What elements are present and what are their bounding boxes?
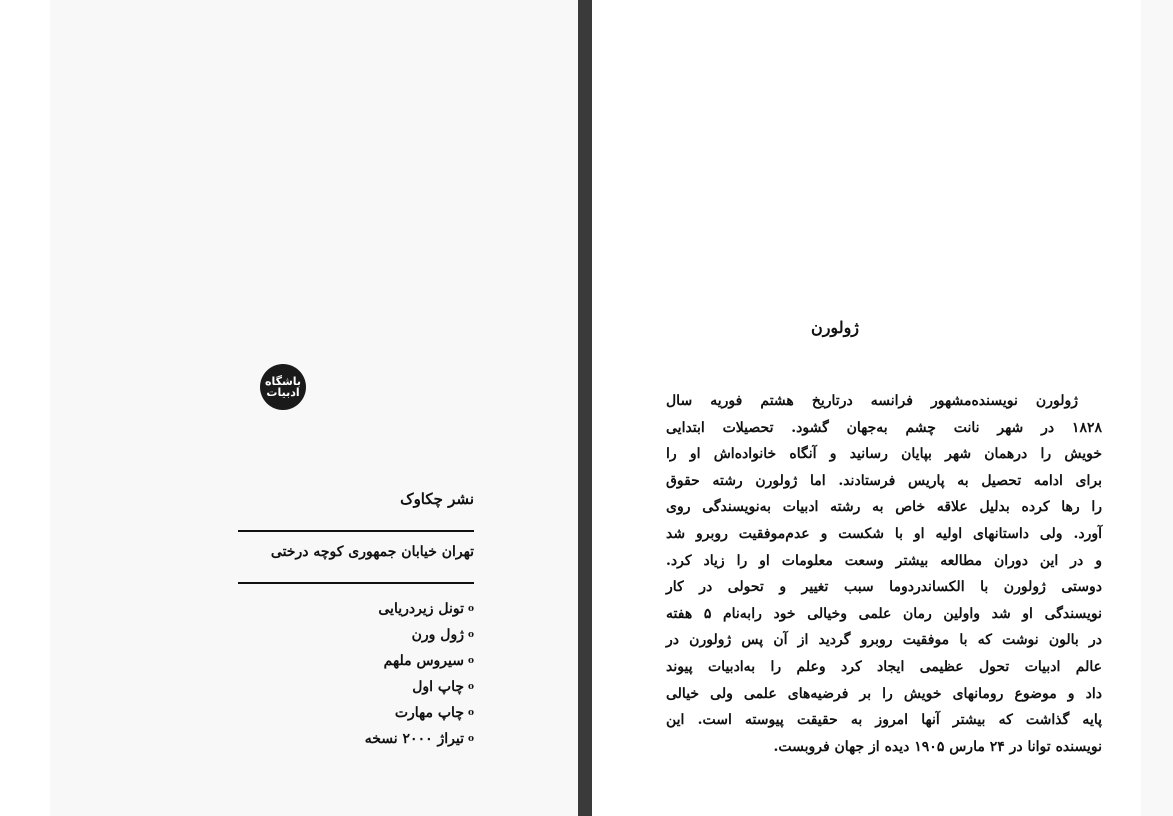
colophon-text: ژول ورن <box>411 627 464 643</box>
colophon-text: سیروس ملهم <box>383 653 464 669</box>
text-line: را رها کرده بدلیل علاقه خاص به رشته ادبیات به‌نویسندگی روی <box>666 499 1102 516</box>
text-line: داد و موضوع رومانهای خویش را بر فرضیه‌های علمی ولی خیالی <box>666 685 1102 702</box>
text-line: در بالون نوشت که با موفقیت روبرو گردید از آن پس ژولورن در <box>666 632 1102 649</box>
colophon-text: چاپ اول <box>412 679 464 695</box>
logo-line: ادبیات <box>266 386 300 399</box>
text-line: خویش را درهمان شهر بپایان رسانید و آنگاه خانواده‌اش او را <box>666 446 1102 463</box>
publisher-name: نشر چکاوک <box>400 490 474 508</box>
divider-top <box>238 530 474 532</box>
colophon-list <box>300 596 474 752</box>
book-spine <box>578 0 592 816</box>
text-line: نویسندگی او شد واولین رمان علمی وخیالی خود رابه‌نام ۵ هفته <box>666 605 1102 622</box>
divider-bottom <box>238 582 474 584</box>
text-line: ژولورن نویسنده‌مشهور فرانسه درتاریخ هشتم فوریه سال <box>666 393 1078 409</box>
publisher-logo <box>260 364 306 410</box>
text-line: نویسنده توانا در ۲۴ مارس ۱۹۰۵ دیده از جهان فروبست. <box>773 738 1102 755</box>
bullet-icon: o <box>467 630 474 640</box>
publisher-address: تهران خیابان جمهوری کوچه درختی <box>270 544 474 560</box>
colophon-item <box>300 700 474 726</box>
text-line: دوستی ژولورن با الکساندردوما سبب تغییر و تحولی در کار <box>666 579 1102 596</box>
colophon-item <box>300 726 474 752</box>
colophon-item <box>300 648 474 674</box>
text-line: آورد. ولی داستانهای اولیه او با شکست و عدم‌موفقیت روبرو شد <box>666 525 1102 542</box>
bullet-icon: o <box>467 734 474 744</box>
logo-line: باشگاه <box>264 375 302 388</box>
colophon-item <box>300 622 474 648</box>
bullet-icon: o <box>467 604 474 614</box>
text-line: عالم ادبیات تحول عظیمی ایجاد کرد وعلم را به‌ادبیات پیوند <box>666 658 1102 675</box>
bullet-icon: o <box>467 656 474 666</box>
outer-margin-left <box>0 0 50 816</box>
bullet-icon: o <box>467 682 474 692</box>
text-line: برای ادامه تحصیل به پاریس فرستادند. اما ژولورن رشته حقوق <box>666 472 1102 489</box>
outer-margin-right <box>1141 0 1173 816</box>
colophon-item <box>300 674 474 700</box>
colophon-text: تونل زیردریایی <box>378 601 464 617</box>
colophon-item <box>300 596 474 622</box>
biography-paragraph <box>666 388 1102 760</box>
colophon-text: تیراژ ۲۰۰۰ نسخه <box>364 731 464 747</box>
colophon-text: چاپ مهارت <box>394 705 464 721</box>
text-line: ۱۸۲۸ در شهر نانت چشم به‌جهان گشود. تحصیلات ابتدایی <box>666 419 1102 436</box>
bullet-icon: o <box>467 708 474 718</box>
chapter-title: ژولورن <box>810 318 860 337</box>
text-line: و در این دوران مطالعه بیشتر وسعت معلومات او را زیاد کرد. <box>666 552 1102 569</box>
text-line: پایه گذاشت که بیشتر آنها امروز به حقیقت پیوسته است. این <box>666 712 1102 729</box>
